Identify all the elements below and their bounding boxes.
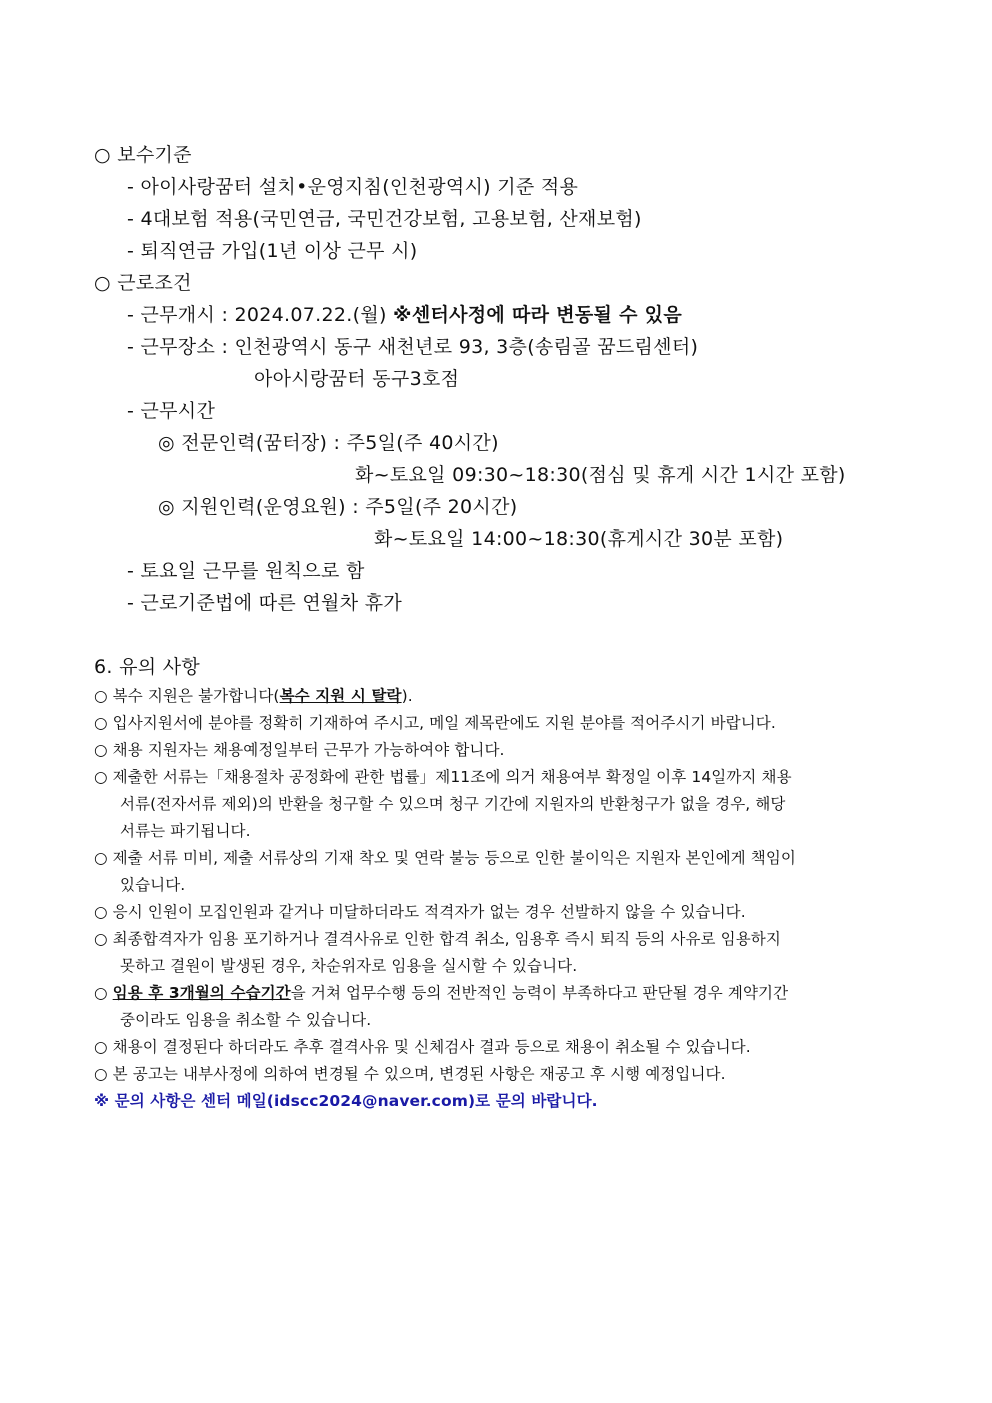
note-item (94, 981, 788, 1003)
note-item: ○ 응시 인원이 모집인원과 같거나 미달하더라도 적격자가 없는 경우 선발하지 않을 수 있습니다. (94, 903, 746, 921)
note-item-cont: 서류(전자서류 제외)의 반환을 청구할 수 있으며 청구 기간에 지원자의 반환청구가 없을 경우, 해당 (120, 795, 786, 813)
support-staff: ◎ 지원인력(운영요원) : 주5일(주 20시간) (158, 496, 518, 518)
work-start-label: - 근무개시 : 2024.07.22.(월) (127, 304, 394, 326)
note-item: ○ 본 공고는 내부사정에 의하여 변경될 수 있으며, 변경된 사항은 재공고 후 시행 예정입니다. (94, 1065, 726, 1083)
work-start-note: ※센터사정에 따라 변동될 수 있음 (393, 304, 682, 326)
saturday-rule: - 토요일 근무를 원칙으로 함 (127, 560, 365, 582)
note-item (94, 684, 413, 706)
work-hours-label: - 근무시간 (127, 400, 216, 422)
pay-item: - 퇴직연금 가입(1년 이상 근무 시) (127, 240, 418, 262)
conditions-heading: ○ 근로조건 (94, 272, 192, 294)
note-item: ○ 입사지원서에 분야를 정확히 기재하여 주시고, 메일 제목란에도 지원 분야를 적어주시기 바랍니다. (94, 714, 776, 732)
note-text: ○ 복수 지원은 불가합니다( (94, 687, 280, 705)
work-place-cont: 아아시랑꿈터 동구3호점 (254, 368, 460, 390)
work-start (127, 300, 682, 327)
notes-heading: 6. 유의 사항 (94, 656, 201, 678)
expert-staff-time: 화~토요일 09:30~18:30(점심 및 휴게 시간 1시간 포함) (355, 464, 846, 486)
note-item-cont: 못하고 결원이 발생된 경우, 차순위자로 임용을 실시할 수 있습니다. (120, 957, 578, 975)
work-place: - 근무장소 : 인천광역시 동구 새천년로 93, 3층(송림골 꿈드림센터) (127, 336, 699, 358)
annual-leave: - 근로기준법에 따른 연월차 휴가 (127, 592, 403, 614)
note-item: ○ 채용 지원자는 채용예정일부터 근무가 가능하여야 합니다. (94, 741, 505, 759)
note-emphasis: 복수 지원 시 탈락 (279, 687, 402, 705)
note-item-cont: 중이라도 임용을 취소할 수 있습니다. (120, 1011, 372, 1029)
note-emphasis: 임용 후 3개월의 수습기간 (112, 984, 291, 1002)
pay-item: - 4대보험 적용(국민연금, 국민건강보험, 고용보험, 산재보험) (127, 208, 642, 230)
note-item: ○ 제출한 서류는「채용절차 공정화에 관한 법률」제11조에 의거 채용여부 확정일 이후 14일까지 채용 (94, 768, 792, 786)
note-text: ). (401, 687, 413, 705)
note-item: ○ 채용이 결정된다 하더라도 추후 결격사유 및 신체검사 결과 등으로 채용이 취소될 수 있습니다. (94, 1038, 751, 1056)
pay-item: - 아이사랑꿈터 설치•운영지침(인천광역시) 기준 적용 (127, 176, 579, 198)
contact-note: ※ 문의 사항은 센터 메일(idscc2024@naver.com)로 문의 바랍니다. (94, 1092, 598, 1110)
pay-heading: ○ 보수기준 (94, 144, 192, 166)
note-text: ○ (94, 984, 113, 1002)
expert-staff: ◎ 전문인력(꿈터장) : 주5일(주 40시간) (158, 432, 499, 454)
support-staff-time: 화~토요일 14:00~18:30(휴게시간 30분 포함) (374, 528, 784, 550)
note-item-cont: 서류는 파기됩니다. (120, 822, 251, 840)
note-item: ○ 제출 서류 미비, 제출 서류상의 기재 착오 및 연락 불능 등으로 인한 불이익은 지원자 본인에게 책임이 (94, 849, 797, 867)
note-item: ○ 최종합격자가 임용 포기하거나 결격사유로 인한 합격 취소, 임용후 즉시 퇴직 등의 사유로 임용하지 (94, 930, 781, 948)
note-item-cont: 있습니다. (120, 876, 186, 894)
note-text: 을 거쳐 업무수행 등의 전반적인 능력이 부족하다고 판단될 경우 계약기간 (290, 984, 789, 1002)
